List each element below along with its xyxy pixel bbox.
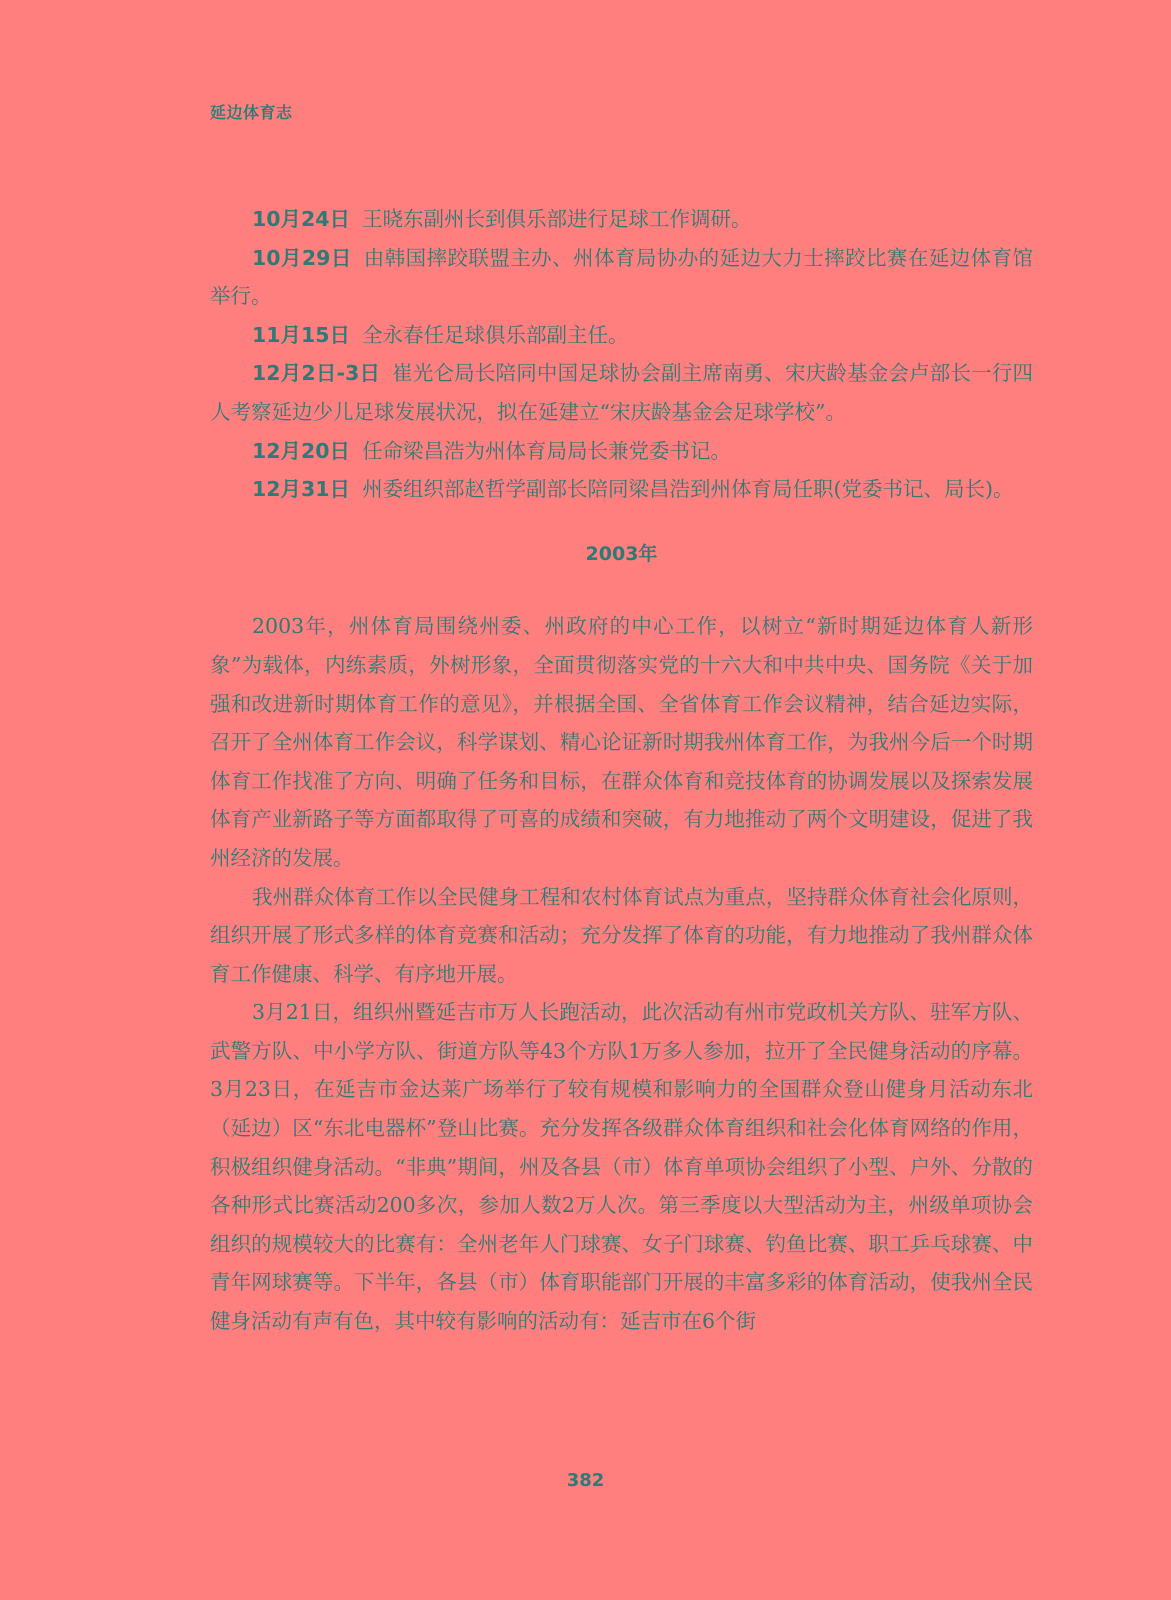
event-entry bbox=[210, 470, 1033, 509]
event-text: 由韩国摔跤联盟主办、州体育局协办的延边大力士摔跤比赛在延边体育馆举行。 bbox=[210, 245, 1033, 309]
event-text: 任命梁昌浩为州体育局局长兼党委书记。 bbox=[362, 438, 732, 463]
event-date: 12月31日 bbox=[252, 477, 351, 502]
page-number: 382 bbox=[566, 1470, 605, 1491]
event-text: 王晓东副州长到俱乐部进行足球工作调研。 bbox=[362, 207, 752, 231]
event-date: 10月29日 bbox=[252, 245, 352, 270]
event-date: 12月20日 bbox=[252, 438, 351, 463]
body-paragraph: 我州群众体育工作以全民健身工程和农村体育试点为重点，坚持群众体育社会化原则，组织开展了形式多样的体育竞赛和活动；充分发挥了体育的功能，有力地推动了我州群众体育工作健康、科学、有序地开展。 bbox=[210, 884, 1033, 986]
event-text: 州委组织部赵哲学副部长陪同梁昌浩到州体育局任职(党委书记、局长)。 bbox=[362, 477, 1014, 502]
year-heading: 2003年 bbox=[585, 542, 658, 565]
body-paragraph: 3月21日，组织州暨延吉市万人长跑活动，此次活动有州市党政机关方队、驻军方队、武警方队、中小学方队、街道方队等43个方队1万多人参加，拉开了全民健身活动的序幕。3月23日，在延吉市金达莱广场举行了较有规模和影响力的全国群众登山健身月活动东北（延边）区“东北电器杯”登山比赛。充分发挥各级群众体育组织和社会化体育网络的作用，积极组织健身活动。“非典”期间，州及各县（市）体育单项协会组织了小型、户外、分散的各种形式比赛活动200多次，参加人数2万人次。第三季度以大型活动为主，州级单项协会组织的规模较大的比赛有：全州老年人门球赛、女子门球赛、钓鱼比赛、职工乒乓球赛、中青年网球赛等。下半年，各县（市）体育职能部门开展的丰富多彩的体育活动，使我州全民健身活动有声有色，其中较有影响的活动有：延吉市在6个街 bbox=[210, 1000, 1033, 1334]
event-text: 崔光仑局长陪同中国足球协会副主席南勇、宋庆龄基金会卢部长一行四人考察延边少儿足球发展状况，拟在延建立“宋庆龄基金会足球学校”。 bbox=[210, 361, 1033, 424]
page-body bbox=[210, 200, 1033, 1341]
event-date: 10月24日 bbox=[252, 207, 351, 231]
event-entry bbox=[210, 200, 1033, 239]
body-paragraph: 2003年，州体育局围绕州委、州政府的中心工作，以树立“新时期延边体育人新形象”为载体，内练素质，外树形象，全面贯彻落实党的十六大和中共中央、国务院《关于加强和改进新时期体育工作的意见》，并根据全国、全省体育工作会议精神，结合延边实际，召开了全州体育工作会议，科学谋划、精心论证新时期我州体育工作，为我州今后一个时期体育工作找准了方向、明确了任务和目标，在群众体育和竞技体育的协调发展以及探索发展体育产业新路子等方面都取得了可喜的成绩和突破，有力地推动了两个文明建设，促进了我州经济的发展。 bbox=[210, 614, 1033, 870]
event-entry bbox=[210, 432, 1033, 471]
event-entry bbox=[210, 354, 1033, 431]
event-entry bbox=[210, 316, 1033, 355]
event-date: 11月15日 bbox=[252, 322, 351, 347]
running-header: 延边体育志 bbox=[210, 103, 293, 122]
event-date: 12月2日-3日 bbox=[252, 361, 381, 386]
event-entry bbox=[210, 239, 1033, 316]
event-text: 全永春任足球俱乐部副主任。 bbox=[362, 322, 629, 347]
